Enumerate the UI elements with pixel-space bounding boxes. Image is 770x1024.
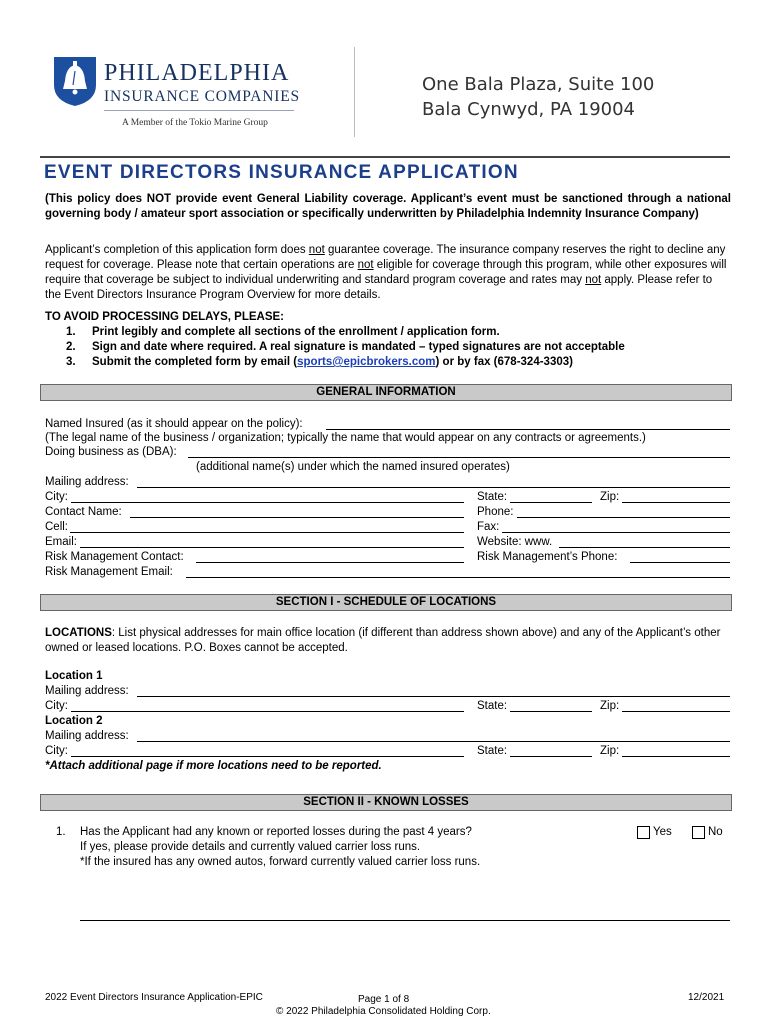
footer-date: 12/2021 bbox=[688, 992, 725, 1003]
risk-email-field[interactable] bbox=[186, 577, 730, 578]
footer-copyright: © 2022 Philadelphia Consolidated Holding Corp. bbox=[276, 1006, 491, 1017]
question-auto-note: *If the insured has any owned autos, forward currently valued carrier loss runs. bbox=[80, 856, 481, 868]
state-label: State: bbox=[477, 491, 508, 503]
website-label: Website: www. bbox=[477, 536, 553, 548]
loc1-zip-label: Zip: bbox=[600, 700, 620, 712]
zip-label: Zip: bbox=[600, 491, 620, 503]
question-number: 1. bbox=[56, 826, 66, 838]
loc1-mailing-field[interactable] bbox=[137, 696, 730, 697]
footer-form-name: 2022 Event Directors Insurance Application-EPIC bbox=[45, 992, 263, 1003]
loc2-city-field[interactable] bbox=[71, 756, 464, 757]
loc1-city-label: City: bbox=[45, 700, 68, 712]
cell-field[interactable] bbox=[70, 532, 464, 533]
section-header-general: GENERAL INFORMATION bbox=[40, 384, 732, 401]
instruction-item: 3. Submit the completed form by email (sports@epicbrokers.com) or by fax (678-324-3303) bbox=[66, 356, 573, 368]
page-title: EVENT DIRECTORS INSURANCE APPLICATION bbox=[44, 162, 519, 183]
website-field[interactable] bbox=[559, 547, 730, 548]
coverage-notice: (This policy does NOT provide event General Liability coverage. Applicant’s event must be sanctioned through a national governing body / amateur sport association or specifically underwritten by Philadelphia Indemnity Insurance Company) bbox=[45, 193, 731, 220]
address-line-1: One Bala Plaza, Suite 100 bbox=[422, 74, 655, 95]
no-checkbox[interactable] bbox=[692, 826, 705, 839]
contact-name-label: Contact Name: bbox=[45, 506, 122, 518]
attach-note: *Attach additional page if more locations need to be reported. bbox=[45, 760, 382, 772]
section-header-locations: SECTION I - SCHEDULE OF LOCATIONS bbox=[40, 594, 732, 611]
question-detail: If yes, please provide details and currently valued carrier loss runs. bbox=[80, 841, 421, 853]
loc1-state-field[interactable] bbox=[510, 711, 592, 712]
location-1-heading: Location 1 bbox=[45, 670, 103, 682]
risk-phone-label: Risk Management’s Phone: bbox=[477, 551, 618, 563]
risk-contact-label: Risk Management Contact: bbox=[45, 551, 184, 563]
city-field[interactable] bbox=[71, 502, 464, 503]
risk-contact-field[interactable] bbox=[196, 562, 464, 563]
phone-field[interactable] bbox=[517, 517, 730, 518]
loc2-zip-field[interactable] bbox=[622, 756, 730, 757]
footer-page-number: Page 1 of 8 bbox=[358, 994, 410, 1005]
email-field[interactable] bbox=[80, 547, 464, 548]
named-insured-label: Named Insured (as it should appear on the policy): bbox=[45, 418, 303, 430]
section-header-losses: SECTION II - KNOWN LOSSES bbox=[40, 794, 732, 811]
phone-label: Phone: bbox=[477, 506, 514, 518]
fax-field[interactable] bbox=[502, 532, 730, 533]
yes-label: Yes bbox=[653, 826, 672, 838]
loss-details-field[interactable] bbox=[80, 920, 730, 921]
email-label: Email: bbox=[45, 536, 77, 548]
loc2-zip-label: Zip: bbox=[600, 745, 620, 757]
header-divider bbox=[354, 47, 355, 137]
city-label: City: bbox=[45, 491, 68, 503]
no-label: No bbox=[708, 826, 723, 838]
cell-label: Cell: bbox=[45, 521, 69, 533]
loc1-city-field[interactable] bbox=[71, 711, 464, 712]
logo-divider bbox=[104, 110, 294, 111]
dba-note: (additional name(s) under which the named insured operates) bbox=[196, 461, 510, 473]
loc2-state-label: State: bbox=[477, 745, 508, 757]
contact-name-field[interactable] bbox=[130, 517, 464, 518]
instruction-item: 2. Sign and date where required. A real signature is mandated – typed signatures are not acceptable bbox=[66, 341, 625, 353]
dba-field[interactable] bbox=[188, 457, 730, 458]
loc2-state-field[interactable] bbox=[510, 756, 592, 757]
instruction-item: 1. Print legibly and complete all sections of the enrollment / application form. bbox=[66, 326, 500, 338]
locations-description: LOCATIONS: List physical addresses for main office location (if different than address shown above) and any of the Applicant’s other owned or leased locations. P.O. Boxes cannot be accepted. bbox=[45, 627, 721, 654]
zip-field[interactable] bbox=[622, 502, 730, 503]
loc2-mailing-field[interactable] bbox=[137, 741, 730, 742]
member-text: A Member of the Tokio Marine Group bbox=[122, 118, 268, 128]
address-line-2: Bala Cynwyd, PA 19004 bbox=[422, 99, 636, 120]
loc2-mailing-label: Mailing address: bbox=[45, 730, 129, 742]
email-link[interactable]: sports@epicbrokers.com bbox=[297, 356, 436, 368]
loc1-zip-field[interactable] bbox=[622, 711, 730, 712]
instructions-heading: TO AVOID PROCESSING DELAYS, PLEASE: bbox=[45, 311, 284, 323]
loc2-city-label: City: bbox=[45, 745, 68, 757]
legal-name-note: (The legal name of the business / organization; typically the name that would appear on any contracts or agreements.) bbox=[45, 432, 646, 444]
risk-phone-field[interactable] bbox=[630, 562, 730, 563]
dba-label: Doing business as (DBA): bbox=[45, 446, 177, 458]
yes-checkbox[interactable] bbox=[637, 826, 650, 839]
company-name: PHILADELPHIA bbox=[104, 60, 290, 86]
question-text: Has the Applicant had any known or reported losses during the past 4 years? bbox=[80, 826, 472, 838]
loc1-state-label: State: bbox=[477, 700, 508, 712]
liberty-bell-logo bbox=[52, 55, 98, 107]
state-field[interactable] bbox=[510, 502, 592, 503]
loc1-mailing-label: Mailing address: bbox=[45, 685, 129, 697]
header-rule bbox=[40, 156, 730, 158]
intro-paragraph: Applicant’s completion of this application form does not guarantee coverage. The insurance company reserves the right to decline any request for coverage. Please note that certain operations are not eligible for coverage through this program, while other exposures will require that coverage be subject to individual underwriting and standard program coverage and rates may not apply. Please refer to the Event Directors Insurance Program Overview for more details. bbox=[45, 244, 727, 301]
risk-email-label: Risk Management Email: bbox=[45, 566, 173, 578]
mailing-address-field[interactable] bbox=[137, 487, 730, 488]
company-subname: INSURANCE COMPANIES bbox=[104, 88, 300, 105]
named-insured-field[interactable] bbox=[326, 429, 730, 430]
location-2-heading: Location 2 bbox=[45, 715, 103, 727]
fax-label: Fax: bbox=[477, 521, 500, 533]
mailing-address-label: Mailing address: bbox=[45, 476, 129, 488]
